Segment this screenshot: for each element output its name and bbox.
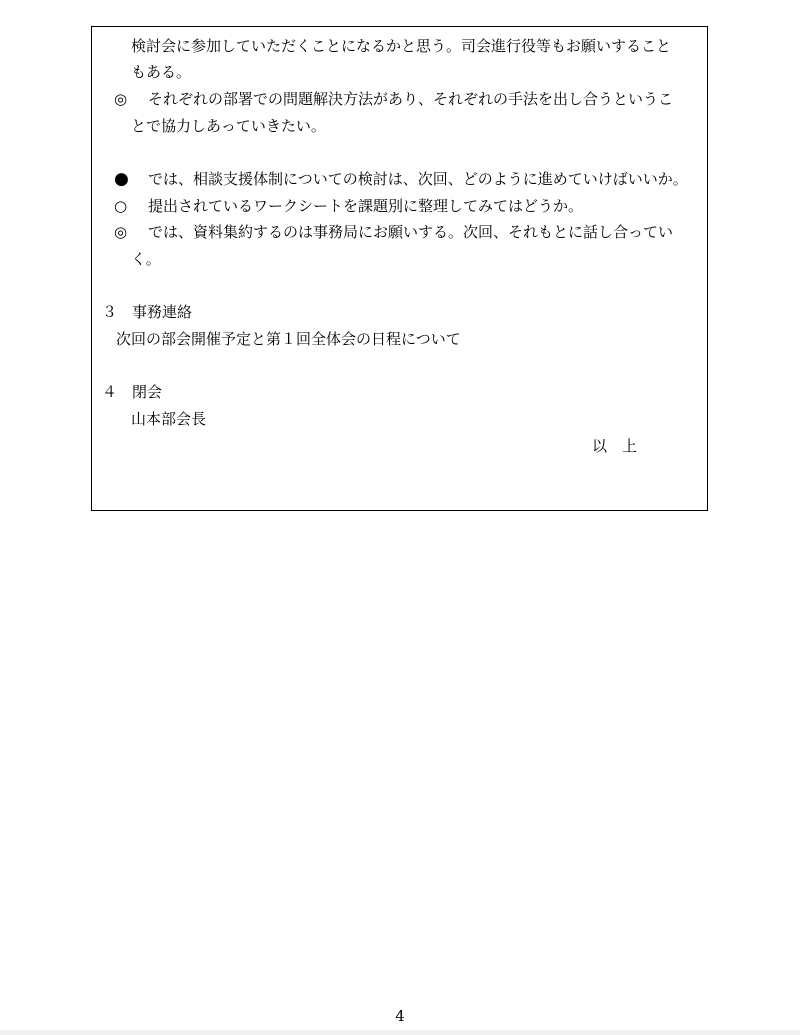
text-line: く。 [131, 250, 161, 268]
text-line: 提出されているワークシートを課題別に整理してみてはどうか。 [148, 197, 584, 215]
section-body: 次回の部会開催予定と第１回全体会の日程について [116, 330, 461, 348]
text-line: とで協力しあっていきたい。 [131, 117, 326, 135]
double-circle-mark: ◎ [114, 90, 128, 108]
page-bottom-edge [0, 1030, 800, 1035]
text-line: それぞれの部署での問題解決方法があり、それぞれの手法を出し合うというこ [148, 90, 674, 108]
page-number: 4 [395, 1007, 405, 1025]
section-heading: ４ 閉会 [102, 383, 163, 401]
section-body: 山本部会長 [131, 410, 207, 428]
filled-circle-mark: ● [114, 169, 129, 189]
text-line: 検討会に参加していただくことになるかと思う。司会進行役等もお願いすること [131, 37, 672, 55]
circle-mark: ○ [114, 197, 128, 215]
closing-mark: 以 上 [592, 437, 638, 455]
text-line: では、相談支援体制についての検討は、次回、どのように進めていけばいいか。 [148, 170, 688, 188]
double-circle-mark: ◎ [114, 223, 128, 241]
section-heading: ３ 事務連絡 [102, 303, 193, 321]
text-line: もある。 [131, 63, 192, 81]
text-line: では、資料集約するのは事務局にお願いする。次回、それもとに話し合ってい [148, 223, 674, 241]
